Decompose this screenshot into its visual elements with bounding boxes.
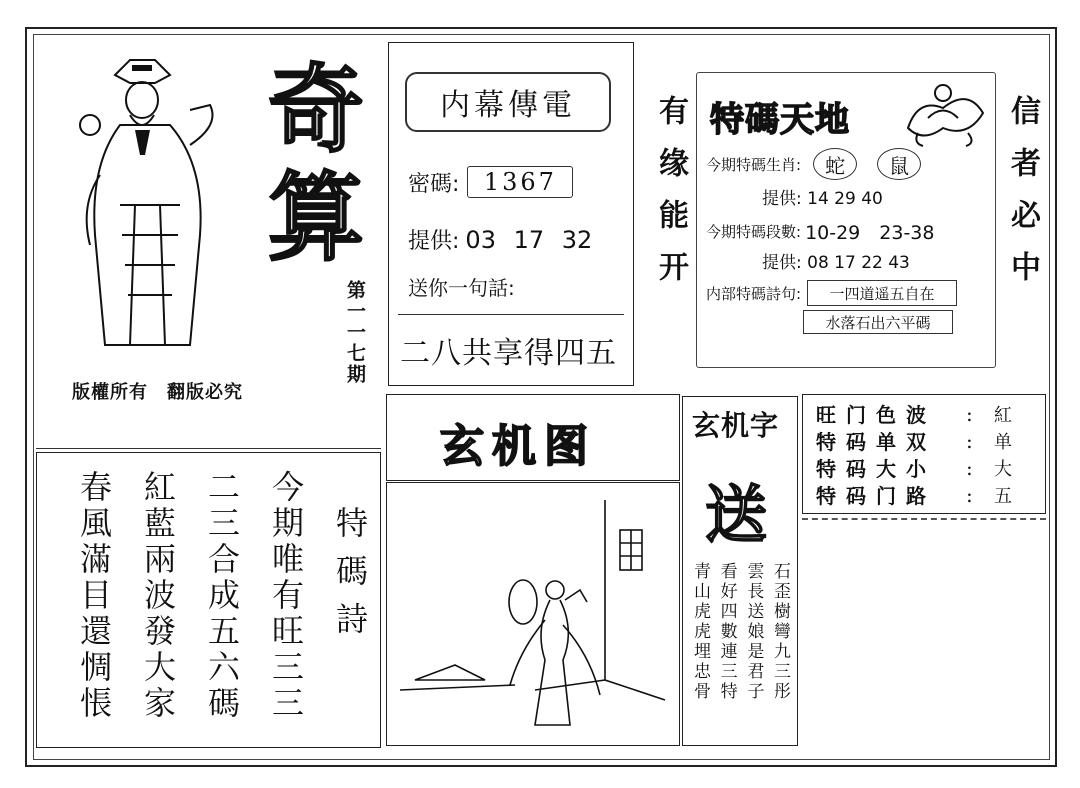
- zodiac-2: 鼠: [877, 148, 921, 180]
- poem-line2: 水落石出六平碼: [803, 310, 953, 334]
- tema-title: 特碼天地: [710, 100, 850, 140]
- xuanji-zi-column-4: 青山虎虎埋忠骨: [690, 562, 710, 702]
- info-row: [816, 481, 1036, 508]
- info-row-label: 特码门路: [816, 484, 936, 508]
- zodiac-label: 今期特碼生肖:: [706, 155, 802, 174]
- xuanji-tu-illustration: [395, 490, 671, 738]
- info-row-value: 单: [994, 431, 1012, 453]
- neimu-provide-row: [408, 224, 592, 255]
- info-row: [816, 400, 1036, 427]
- poem-label: 内部特碼詩句:: [706, 284, 802, 303]
- info-row-value: 大: [994, 458, 1012, 480]
- zodiac-1: 蛇: [813, 148, 857, 180]
- info-row-colon: :: [966, 482, 973, 507]
- poem-line1: 一四道遥五自在: [807, 280, 957, 306]
- right-vertical-text: 信者必中: [1005, 95, 1040, 303]
- info-panel-bottom-strip: [802, 518, 1046, 520]
- copyright-notice: 版權所有 翻版必究: [72, 382, 243, 403]
- saying-divider: [398, 314, 624, 315]
- xuanji-zi-title: 玄机字: [692, 409, 780, 442]
- info-row: [816, 427, 1036, 454]
- poem-title: 特碼詩: [331, 506, 369, 650]
- xuanji-zi-column-2: 雲長送娘是君子: [743, 562, 764, 702]
- info-row: [816, 454, 1036, 481]
- poem-column-3: 紅藍兩波發大家: [139, 470, 177, 722]
- info-rows: [816, 400, 1036, 508]
- decorative-ornament: [898, 78, 988, 148]
- top-section-divider: [36, 448, 381, 449]
- poem-column-1: 今期唯有旺三三: [267, 470, 305, 722]
- poem-column-2: 二三合成五六碼: [203, 470, 241, 722]
- saying-label: 送你一句話:: [408, 276, 515, 300]
- poem-column-4: 春風滿目還惆悵: [75, 470, 113, 722]
- neimu-provide-values: 03 17 32: [465, 225, 593, 254]
- big-title-char-2: 算: [268, 161, 364, 274]
- big-title-char-1: 奇: [268, 53, 364, 166]
- issue-number: 第一一七期: [344, 280, 366, 385]
- middle-vertical-text: 有缘能开: [653, 95, 688, 303]
- poem-columns: [74, 470, 370, 730]
- zodiac-provide: 提供: 14 29 40: [762, 189, 883, 209]
- password-label: 密碼:: [408, 171, 460, 197]
- poem-line1-row: [706, 280, 957, 306]
- info-row-value: 五: [994, 485, 1012, 507]
- xuanji-zi-verses: [688, 562, 792, 742]
- deity-illustration: [60, 55, 235, 355]
- password-value: 1367: [467, 166, 573, 198]
- info-row-value: 紅: [994, 404, 1012, 426]
- saying-text: 二八共享得四五: [400, 336, 617, 371]
- segment-values: 10-29 23-38: [805, 222, 935, 244]
- info-row-colon: :: [966, 455, 973, 480]
- xuanji-zi-column-3: 看好四數連三特: [716, 562, 737, 702]
- segment-row: [706, 218, 934, 245]
- info-row-colon: :: [966, 428, 973, 453]
- neimu-title: 内幕傳電: [405, 72, 611, 132]
- xuanji-tu-title: 玄机图: [440, 421, 596, 472]
- segment-label: 今期特碼段數:: [706, 223, 802, 241]
- zodiac-row: [706, 148, 921, 180]
- info-row-label: 旺门色波: [816, 403, 936, 427]
- password-row: [408, 166, 573, 198]
- xuanji-zi-char: 送: [705, 478, 768, 551]
- info-row-label: 特码大小: [816, 457, 936, 481]
- info-row-colon: :: [966, 401, 973, 426]
- xuanji-zi-column-1: 石歪樹彎九三彤: [769, 562, 790, 702]
- segment-provide: 提供: 08 17 22 43: [762, 253, 910, 273]
- neimu-provide-label: 提供:: [408, 229, 460, 254]
- info-row-label: 特码单双: [816, 430, 936, 454]
